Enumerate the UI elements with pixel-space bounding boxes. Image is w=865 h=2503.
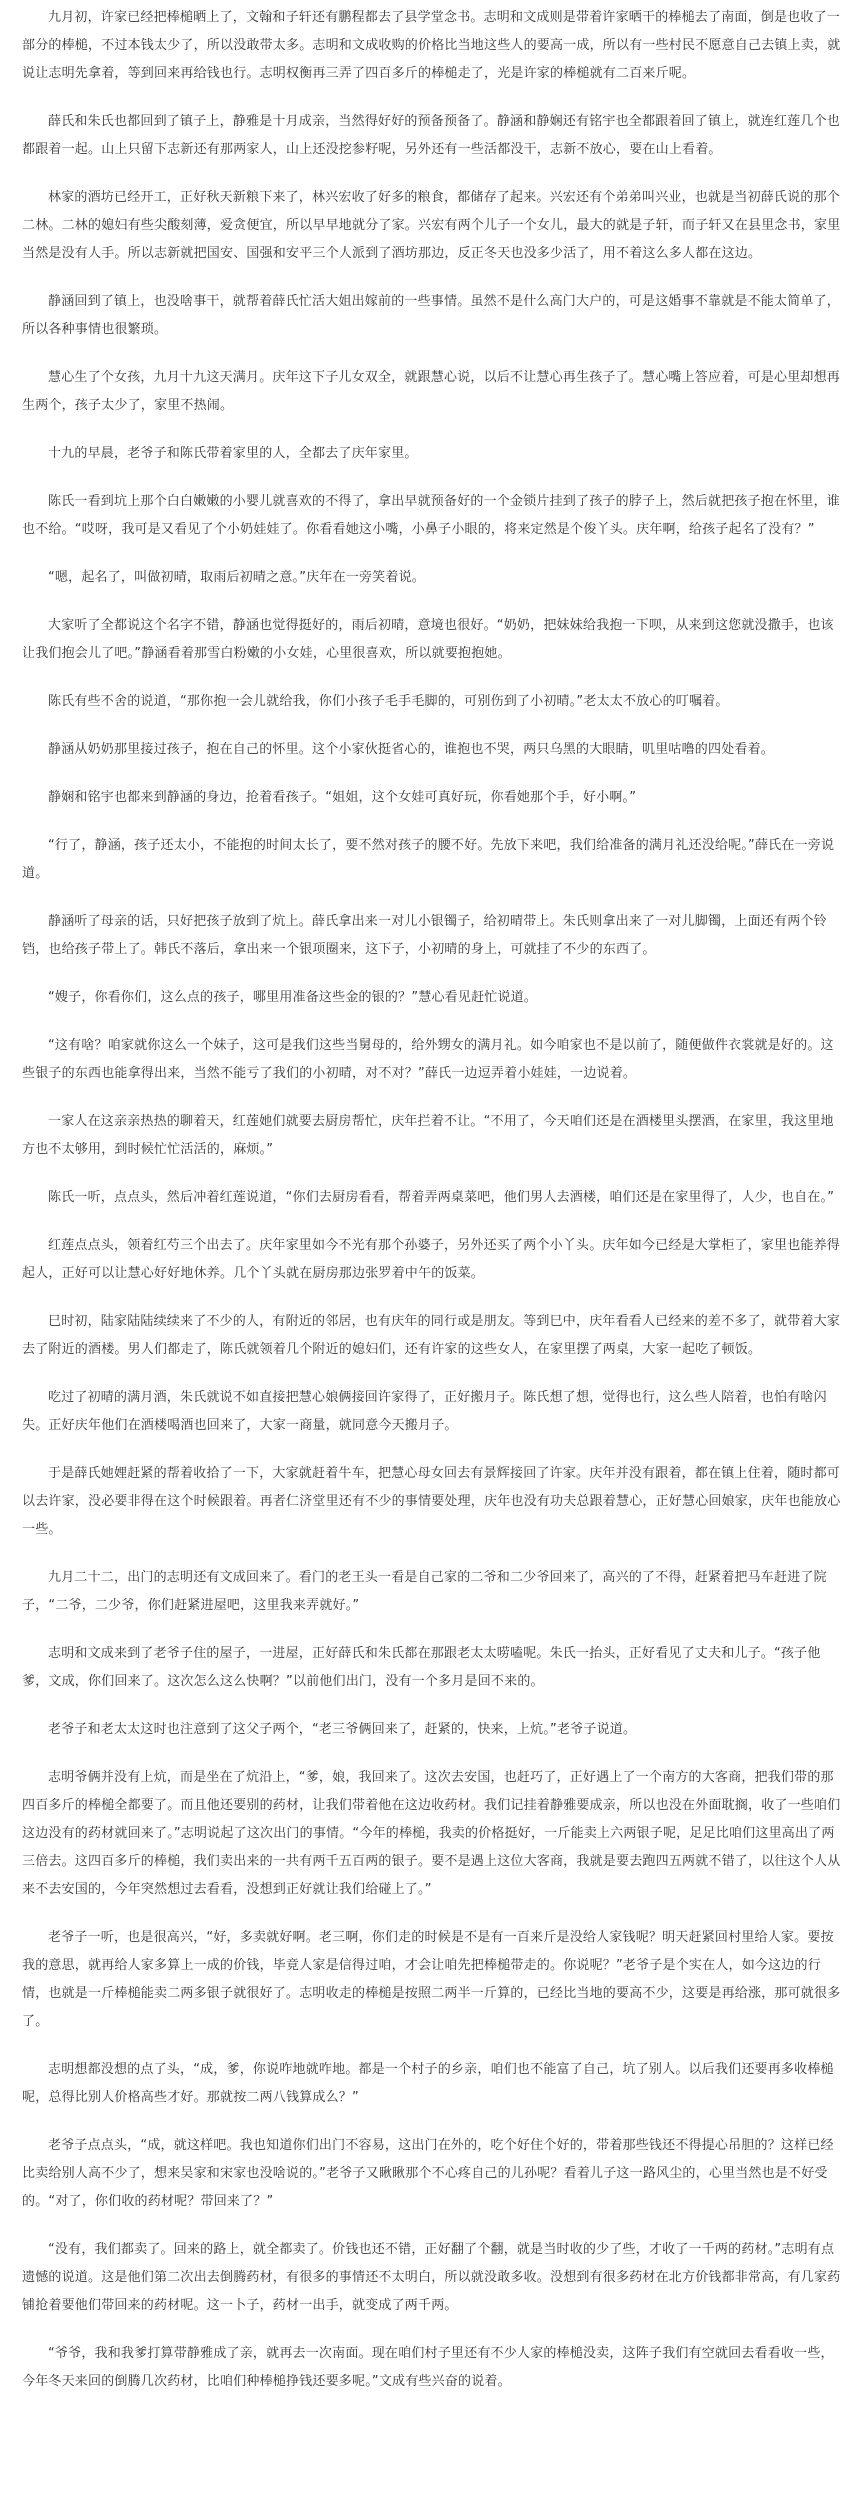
paragraph: 静涵听了母亲的话，只好把孩子放到了炕上。薛氏拿出来一对儿小银镯子，给初晴带上。朱氏则拿出来了一对儿脚镯，上面还有两个铃铛，也给孩子带上了。韩氏不落后，拿出来一个银项圈来，这下子，小初晴的身上，可就挂了不少的东西了。 <box>22 914 827 957</box>
paragraph: 志明和文成来到了老爷子住的屋子，一进屋，正好薛氏和朱氏都在那跟老太太唠嗑呢。朱氏一抬头，正好看见了丈夫和儿子。“孩子他爹，文成，你们回来了。这次怎么这么快啊？”以前他们出门，没有一个多月是回不来的。 <box>22 1646 821 1689</box>
paragraph: 十九的早晨，老爷子和陈氏带着家里的人，全都去了庆年家里。 <box>48 446 418 461</box>
paragraph: 陈氏一听，点点头，然后冲着红莲说道，“你们去厨房看看，帮着弄两桌菜吧，他们男人去酒楼，咱们还是在家里得了，人少，也自在。” <box>48 1190 835 1205</box>
paragraph: 林家的酒坊已经开工，正好秋天新粮下来了，林兴宏收了好多的粮食，都储存了起来。兴宏还有个弟弟叫兴业，也就是当初薛氏说的那个二林。二林的媳妇有些尖酸刻薄，爱贪便宜，所以早早地就分了家。兴宏有两个儿子一个女儿，最大的就是子轩，而子轩又在县里念书，家里当然是没有人手。所以志新就把国安、国强和安平三个人派到了酒坊那边，反正冬天也没多少活了，用不着这么多人都在这边。 <box>22 190 841 261</box>
paragraph: 老爷子和老太太这时也注意到了这父子两个，“老三爷俩回来了，赶紧的，快来，上炕。”老爷子说道。 <box>48 1722 637 1737</box>
paragraph: 薛氏和朱氏也都回到了镇子上，静雅是十月成亲，当然得好好的预备预备了。静涵和静娴还有铭宇也全都跟着回了镇上，就连红莲几个也都跟着一起。山上只留下志新还有那两家人，山上还没挖参籽呢，另外还有一些活都没干，志新不放心，要在山上看着。 <box>22 114 841 157</box>
paragraph: 九月初，许家已经把棒槌晒上了，文翰和子轩还有鹏程都去了县学堂念书。志明和文成则是带着许家晒干的棒槌去了南面，倒是也收了一部分的棒槌，不过本钱太少了，所以没敢带太多。志明和文成收购的价格比当地这些人的要高一成，所以有一些村民不愿意自己去镇上卖，就说让志明先拿着，等到回来再给钱也行。志明权衡再三弄了四百多斤的棒槌走了，光是许家的棒槌就有二百来斤呢。 <box>22 10 841 81</box>
paragraph: 静娴和铭宇也都来到静涵的身边，抢着看孩子。“姐姐，这个女娃可真好玩，你看她那个手，好小啊。” <box>48 790 637 805</box>
paragraph: “行了，静涵，孩子还太小，不能抱的时间太长了，要不然对孩子的腰不好。先放下来吧，我们给准备的满月礼还没给呢。”薛氏在一旁说道。 <box>22 838 835 881</box>
paragraph: 老爷子点点头，“成，就这样吧。我也知道你们出门不容易，这出门在外的，吃个好住个好的，带着那些钱还不得提心吊胆的？这样已经比卖给别人高不少了，想来吴家和宋家也没啥说的。”老爷子又瞅瞅那个不心疼自己的儿孙呢？看着儿子这一路风尘的，心里当然也是不好受的。“对了，你们收的药材呢？带回来了？” <box>22 2138 834 2209</box>
paragraph: “嫂子，你看你们，这么点的孩子，哪里用准备这些金的银的？”慧心看见赶忙说道。 <box>48 990 538 1005</box>
paragraph: “没有，我们都卖了。回来的路上，就全都卖了。价钱也还不错，正好翻了个翻，就是当时收的少了些，才收了一千两的药材。”志明有点遗憾的说道。这是他们第二次出去倒腾药材，有很多的事情还不太明白，所以就没敢多收。没想到有很多药材在北方价钱都非常高，有几家药铺抢着要他们带回来的药材呢。这一卜子，药材一出手，就变成了两千两。 <box>22 2242 841 2313</box>
paragraph: 大家听了全都说这个名字不错，静涵也觉得挺好的，雨后初晴，意境也很好。“奶奶，把妹妹给我抱一下呗，从来到这您就没撒手，也该让我们抱会儿了吧。”静涵看着那雪白粉嫩的小女娃，心里很喜欢，所以就要抱抱她。 <box>22 618 834 661</box>
paragraph: 于是薛氏她娌赶紧的帮着收拾了一下，大家就赶着牛车，把慧心母女回去有景辉接回了许家。庆年并没有跟着，都在镇上住着，随时都可以去许家，没必要非得在这个时候跟着。再者仁济堂里还有不少的事情要处理，庆年也没有功夫总跟着慧心，正好慧心回娘家，庆年也能放心一些。 <box>22 1466 841 1537</box>
paragraph: 志明爷俩并没有上炕，而是坐在了炕沿上，“爹，娘，我回来了。这次去安国，也赶巧了，正好遇上了一个南方的大客商，把我们带的那四百多斤的棒槌全都要了。而且他还要别的药材，让我们带着他在这边收药材。我们记挂着静雅要成亲，所以也没在外面耽搁，收了一些咱们这边没有的药材就回来了。”志明说起了这次出门的事情。“今年的棒槌，我卖的价格挺好，一斤能卖上六两银子呢，足足比咱们这里高出了两三倍去。这四百多斤的棒槌，我们卖出来的一共有两千五百两的银子。要不是遇上这位大客商，我就是要去跑四五两就不错了，以往这个人从来不去安国的，今年突然想过去看看，没想到正好就让我们给碰上了。” <box>22 1770 841 1897</box>
paragraph: 静涵从奶奶那里接过孩子，抱在自己的怀里。这个小家伙挺省心的，谁抱也不哭，两只乌黑的大眼睛，叽里咕噜的四处看着。 <box>48 742 775 757</box>
paragraph: 陈氏一看到坑上那个白白嫩嫩的小婴儿就喜欢的不得了，拿出早就预备好的一个金锁片挂到了孩子的脖子上，然后就把孩子抱在怀里，谁也不给。“哎呀，我可是又看见了个小奶娃娃了。你看看她这小嘴，小鼻子小眼的，将来定然是个俊丫头。庆年啊，给孩子起名了没有？” <box>22 494 841 537</box>
paragraph: “这有啥？咱家就你这么一个妹子，这可是我们这些当舅母的，给外甥女的满月礼。如今咱家也不是以前了，随便做件衣裳就是好的。这些银子的东西也能拿得出来，当然不能亏了我们的小初晴，对不对？”薛氏一边逗弄着小娃娃，一边说着。 <box>22 1038 834 1081</box>
paragraph: 陈氏有些不舍的说道，“那你抱一会儿就给我，你们小孩子毛手毛脚的，可别伤到了小初晴。”老太太不放心的叮嘱着。 <box>48 694 729 709</box>
paragraph: 吃过了初晴的满月酒，朱氏就说不如直接把慧心娘俩接回许家得了，正好搬月子。陈氏想了想，觉得也行，这么些人陪着，也怕有啥闪失。正好庆年他们在酒楼喝酒也回来了，大家一商量，就同意今天搬月子。 <box>22 1390 827 1433</box>
paragraph: “爷爷，我和我爹打算带静雅成了亲，就再去一次南面。现在咱们村子里还有不少人家的棒槌没卖，这阵子我们有空就回去看看收一些，今年冬天来回的倒腾几次药材，比咱们种棒槌挣钱还要多呢。”文成有些兴奋的说着。 <box>22 2346 834 2389</box>
paragraph: 九月二十二，出门的志明还有文成回来了。看门的老王头一看是自己家的二爷和二少爷回来了，高兴的了不得，赶紧着把马车赶进了院子，“二爷，二少爷，你们赶紧进屋吧，这里我来弄就好。” <box>22 1570 827 1613</box>
paragraph: 静涵回到了镇上，也没啥事干，就帮着薛氏忙活大姐出嫁前的一些事情。虽然不是什么高门大户的，可是这婚事不靠就是不能太简单了，所以各种事情也很繁琐。 <box>22 294 841 337</box>
paragraph: 老爷子一听，也是很高兴，“好，多卖就好啊。老三啊，你们走的时候是不是有一百来斤是没给人家钱呢？明天赶紧回村里给人家。要按我的意思，就再给人家多算上一成的价钱，毕竟人家是信得过咱，才会让咱先把棒槌带走的。你说呢？”老爷子是个实在人，如今这边的行情，也就是一斤棒槌能卖二两多银子就很好了。志明收走的棒槌是按照二两半一斤算的，已经比当地的要高不少，这要是再给涨，那可就很多了。 <box>22 1930 841 2029</box>
paragraph: 一家人在这亲亲热热的聊着天，红莲她们就要去厨房帮忙，庆年拦着不让。“不用了，今天咱们还是在酒楼里头摆酒，在家里，我这里地方也不太够用，到时候忙忙活活的，麻烦。” <box>22 1114 834 1157</box>
paragraph: 红莲点点头，领着红芍三个出去了。庆年家里如今不光有那个孙婆子，另外还买了两个小丫头。庆年如今已经是大掌柜了，家里也能养得起人，正好可以让慧心好好地休养。几个丫头就在厨房那边张罗着中午的饭菜。 <box>22 1238 841 1281</box>
paragraph: 巳时初，陆家陆陆续续来了不少的人，有附近的邻居，也有庆年的同行或是朋友。等到巳中，庆年看看人已经来的差不多了，就带着大家去了附近的酒楼。男人们都走了，陈氏就领着几个附近的媳妇们，还有许家的这些女人，在家里摆了两桌，大家一起吃了顿饭。 <box>22 1314 841 1357</box>
paragraph: 慧心生了个女孩，九月十九这天满月。庆年这下子儿女双全，就跟慧心说，以后不让慧心再生孩子了。慧心嘴上答应着，可是心里却想再生两个，孩子太少了，家里不热闹。 <box>22 370 841 413</box>
paragraph: “嗯，起名了，叫做初晴，取雨后初晴之意。”庆年在一旁笑着说。 <box>48 570 425 585</box>
paragraph: 志明想都没想的点了头，“成，爹，你说咋地就咋地。都是一个村子的乡亲，咱们也不能富了自己，坑了别人。以后我们还要再多收棒槌呢，总得比别人价格高些才好。那就按二两八钱算成么？” <box>22 2062 834 2105</box>
